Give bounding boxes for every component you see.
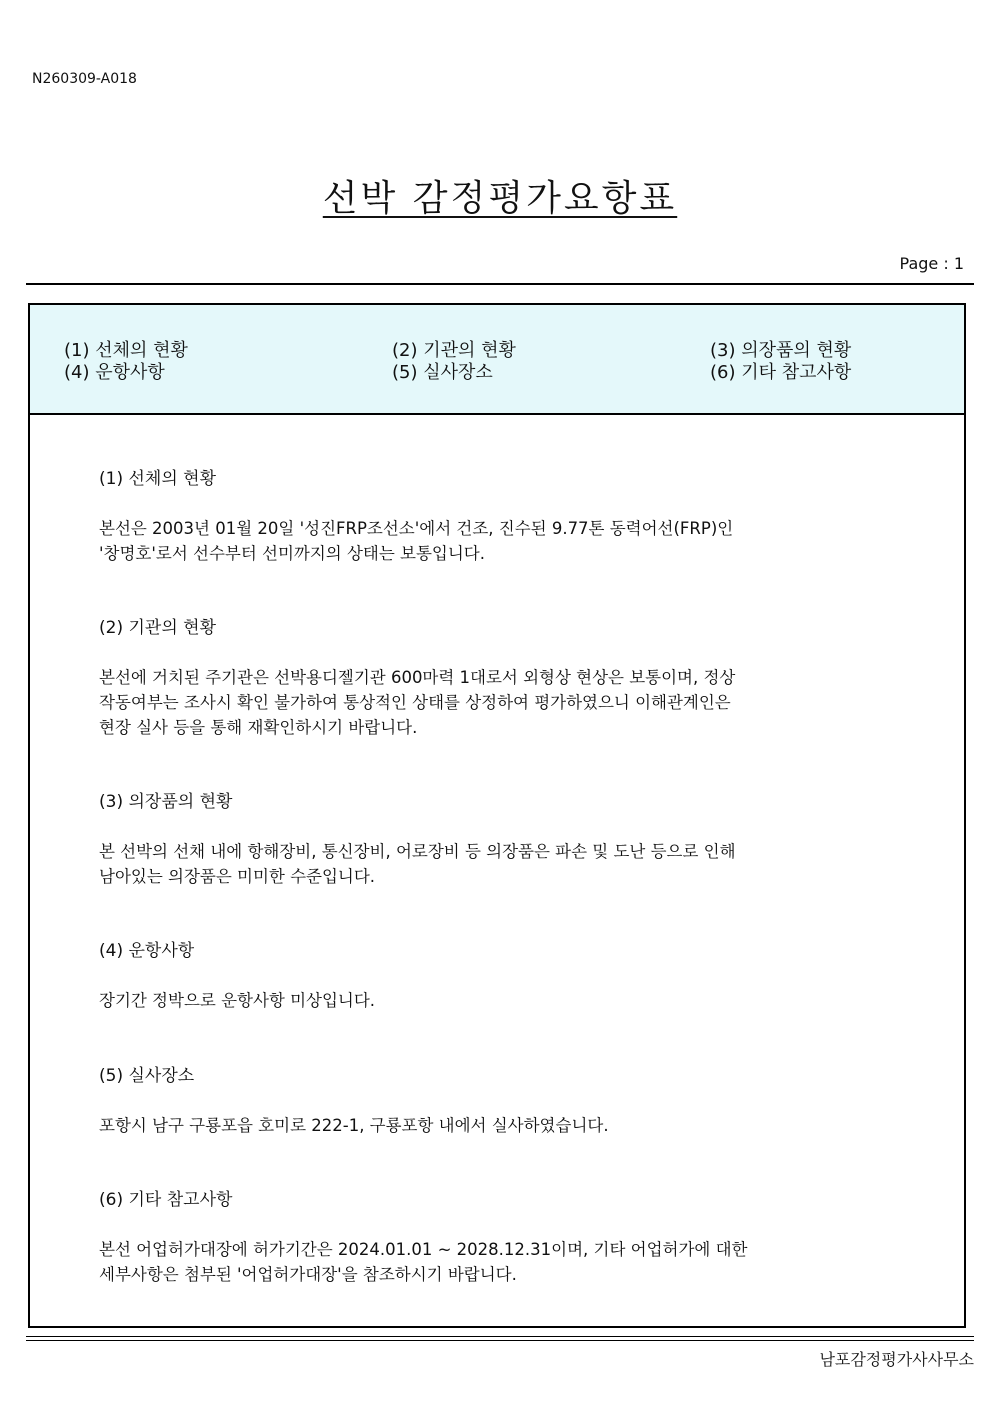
page-number: Page : 1: [899, 254, 964, 273]
bottom-divider: [26, 1336, 974, 1341]
body-line: 남아있는 의장품은 미미한 수준입니다.: [99, 867, 376, 886]
page-title: [0, 170, 1000, 221]
toc-item-engine: (2) 기관의 현황: [392, 340, 516, 361]
table-of-contents: [30, 305, 964, 415]
title-text: 선박 감정평가요항표: [322, 178, 678, 219]
section-equipment: [99, 787, 929, 889]
body-line: '창명호'로서 선수부터 선미까지의 상태는 보통입니다.: [99, 544, 485, 563]
body-line: 현장 실사 등을 통해 재확인하시기 바랍니다.: [99, 718, 418, 737]
section-body: [99, 516, 929, 566]
section-hull: [99, 464, 929, 566]
section-operation: [99, 936, 929, 1013]
section-body: [99, 1113, 929, 1138]
toc-item-other-notes: (6) 기타 참고사항: [710, 362, 852, 383]
toc-item-equipment: (3) 의장품의 현황: [710, 340, 852, 361]
section-body: [99, 665, 929, 740]
section-engine: [99, 613, 929, 740]
body-line: 세부사항은 첨부된 '어업허가대장'을 참조하시기 바랍니다.: [99, 1265, 517, 1284]
body-line: 작동여부는 조사시 확인 불가하여 통상적인 상태를 상정하여 평가하였으니 이해관계인은: [99, 693, 731, 712]
section-title: (4) 운항사항: [99, 941, 195, 961]
body-line: 포항시 남구 구룡포읍 호미로 222-1, 구룡포항 내에서 실사하였습니다.: [99, 1116, 609, 1135]
body-line: 본 선박의 선채 내에 항해장비, 통신장비, 어로장비 등 의장품은 파손 및 도난 등으로 인해: [99, 842, 736, 861]
section-body: [99, 1237, 929, 1287]
footer-office-name: 남포감정평가사사무소: [819, 1350, 974, 1369]
toc-item-hull: (1) 선체의 현황: [64, 340, 188, 361]
section-body: [99, 839, 929, 889]
body-line: 본선 어업허가대장에 허가기간은 2024.01.01 ~ 2028.12.31이며, 기타 어업허가에 대한: [99, 1240, 748, 1259]
section-inspection-site: [99, 1061, 929, 1138]
section-other-notes: [99, 1185, 929, 1287]
content-box: [28, 303, 966, 1328]
section-body: [99, 988, 929, 1013]
body-line: 본선에 거치된 주기관은 선박용디젤기관 600마력 1대로서 외형상 현상은 보통이며, 정상: [99, 668, 736, 687]
section-title: (5) 실사장소: [99, 1066, 195, 1086]
toc-item-operation: (4) 운항사항: [64, 362, 165, 383]
body-line: 장기간 정박으로 운항사항 미상입니다.: [99, 991, 376, 1010]
top-divider: [26, 283, 974, 285]
section-title: (3) 의장품의 현황: [99, 792, 233, 812]
section-title: (1) 선체의 현황: [99, 469, 216, 489]
toc-item-inspection-site: (5) 실사장소: [392, 362, 493, 383]
section-title: (6) 기타 참고사항: [99, 1190, 233, 1210]
body-line: 본선은 2003년 01월 20일 '성진FRP조선소'에서 건조, 진수된 9.77톤 동력어선(FRP)인: [99, 519, 734, 538]
document-id: N260309-A018: [32, 71, 137, 87]
section-title: (2) 기관의 현황: [99, 618, 216, 638]
